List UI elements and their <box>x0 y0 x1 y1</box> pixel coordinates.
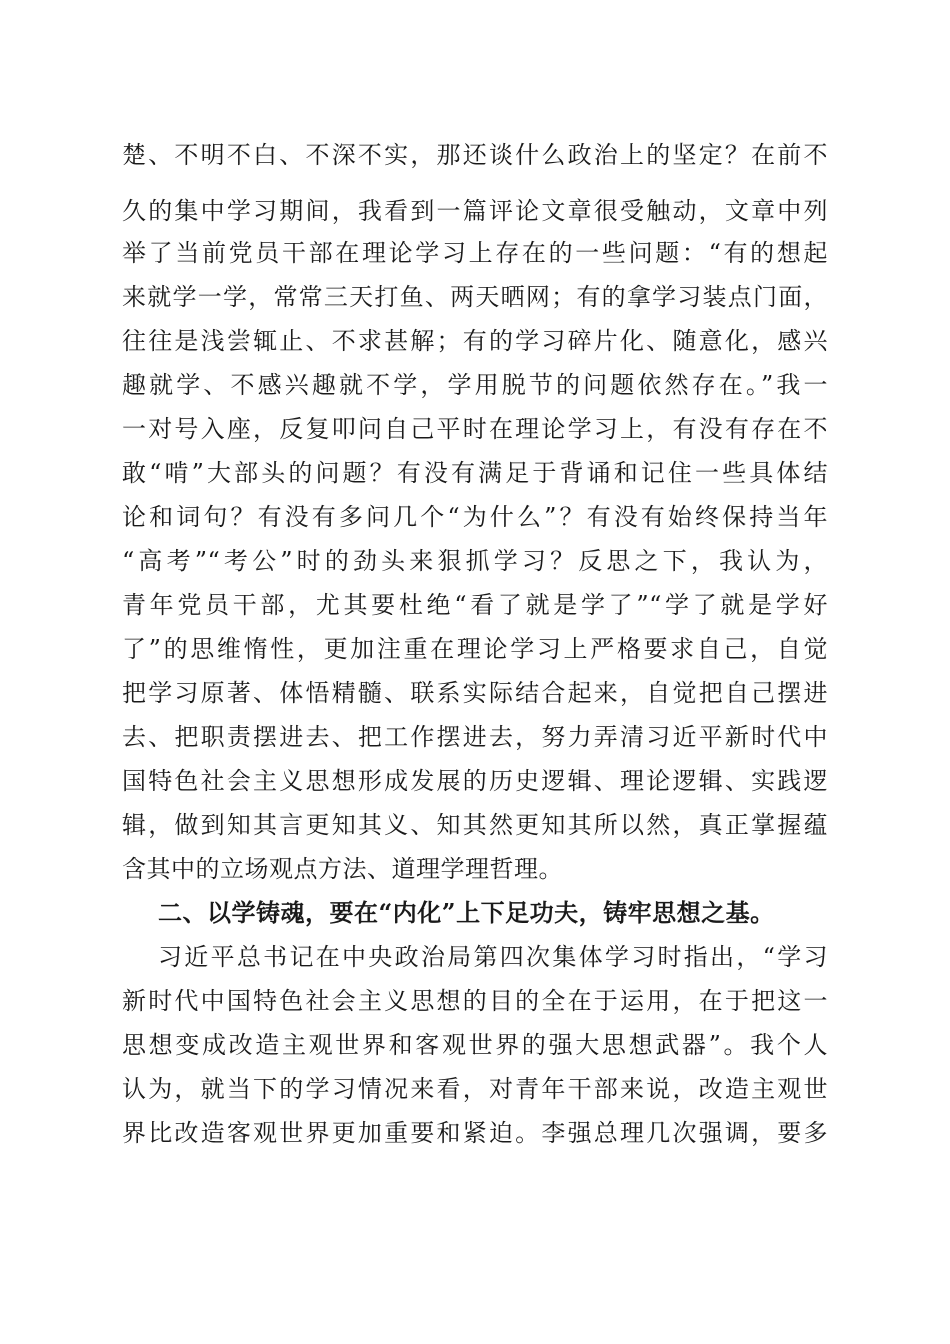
paragraph-line: 含其中的立场观点方法、道理学理哲理。 <box>122 855 563 883</box>
paragraph-line: 久的集中学习期间，我看到一篇评论文章很受触动，文章中列 <box>122 197 828 225</box>
paragraph-line: 辑，做到知其言更知其义、知其然更知其所以然，真正掌握蕴 <box>122 811 828 839</box>
paragraph-line: 趣就学、不感兴趣就不学，学用脱节的问题依然存在。”我一 <box>122 371 828 399</box>
paragraph-line: 界比改造客观世界更加重要和紧迫。李强总理几次强调，要多 <box>122 1119 828 1147</box>
paragraph-line: 新时代中国特色社会主义思想的目的全在于运用，在于把这一 <box>122 987 828 1015</box>
paragraph-line: 习近平总书记在中央政治局第四次集体学习时指出，“学习 <box>158 943 828 971</box>
paragraph-line: 往往是浅尝辄止、不求甚解；有的学习碎片化、随意化，感兴 <box>122 327 828 355</box>
paragraph-line: 国特色社会主义思想形成发展的历史逻辑、理论逻辑、实践逻 <box>122 767 828 795</box>
paragraph-line: 敢“啃”大部头的问题？有没有满足于背诵和记住一些具体结 <box>122 459 828 487</box>
paragraph-line: 去、把职责摆进去、把工作摆进去，努力弄清习近平新时代中 <box>122 723 828 751</box>
paragraph-line: 把学习原著、体悟精髓、联系实际结合起来，自觉把自己摆进 <box>122 679 828 707</box>
paragraph-line: 举了当前党员干部在理论学习上存在的一些问题：“有的想起 <box>122 239 828 267</box>
paragraph-line: “高考”“考公”时的劲头来狠抓学习？反思之下，我认为， <box>122 547 828 575</box>
paragraph-line: 论和词句？有没有多问几个“为什么”？有没有始终保持当年 <box>122 503 828 531</box>
paragraph-line: 来就学一学，常常三天打鱼、两天晒网；有的拿学习装点门面， <box>122 283 828 311</box>
paragraph-line: 一对号入座，反复叩问自己平时在理论学习上，有没有存在不 <box>122 415 828 443</box>
paragraph-line: 思想变成改造主观世界和客观世界的强大思想武器”。我个人 <box>122 1031 828 1059</box>
section-heading: 二、以学铸魂，要在“内化”上下足功夫，铸牢思想之基。 <box>158 898 775 927</box>
paragraph-line: 认为，就当下的学习情况来看，对青年干部来说，改造主观世 <box>122 1075 828 1103</box>
paragraph-line: 了”的思维惰性，更加注重在理论学习上严格要求自己，自觉 <box>122 635 828 663</box>
paragraph-line: 楚、不明不白、不深不实，那还谈什么政治上的坚定？在前不 <box>122 141 828 169</box>
paragraph-line: 青年党员干部，尤其要杜绝“看了就是学了”“学了就是学好 <box>122 591 828 619</box>
